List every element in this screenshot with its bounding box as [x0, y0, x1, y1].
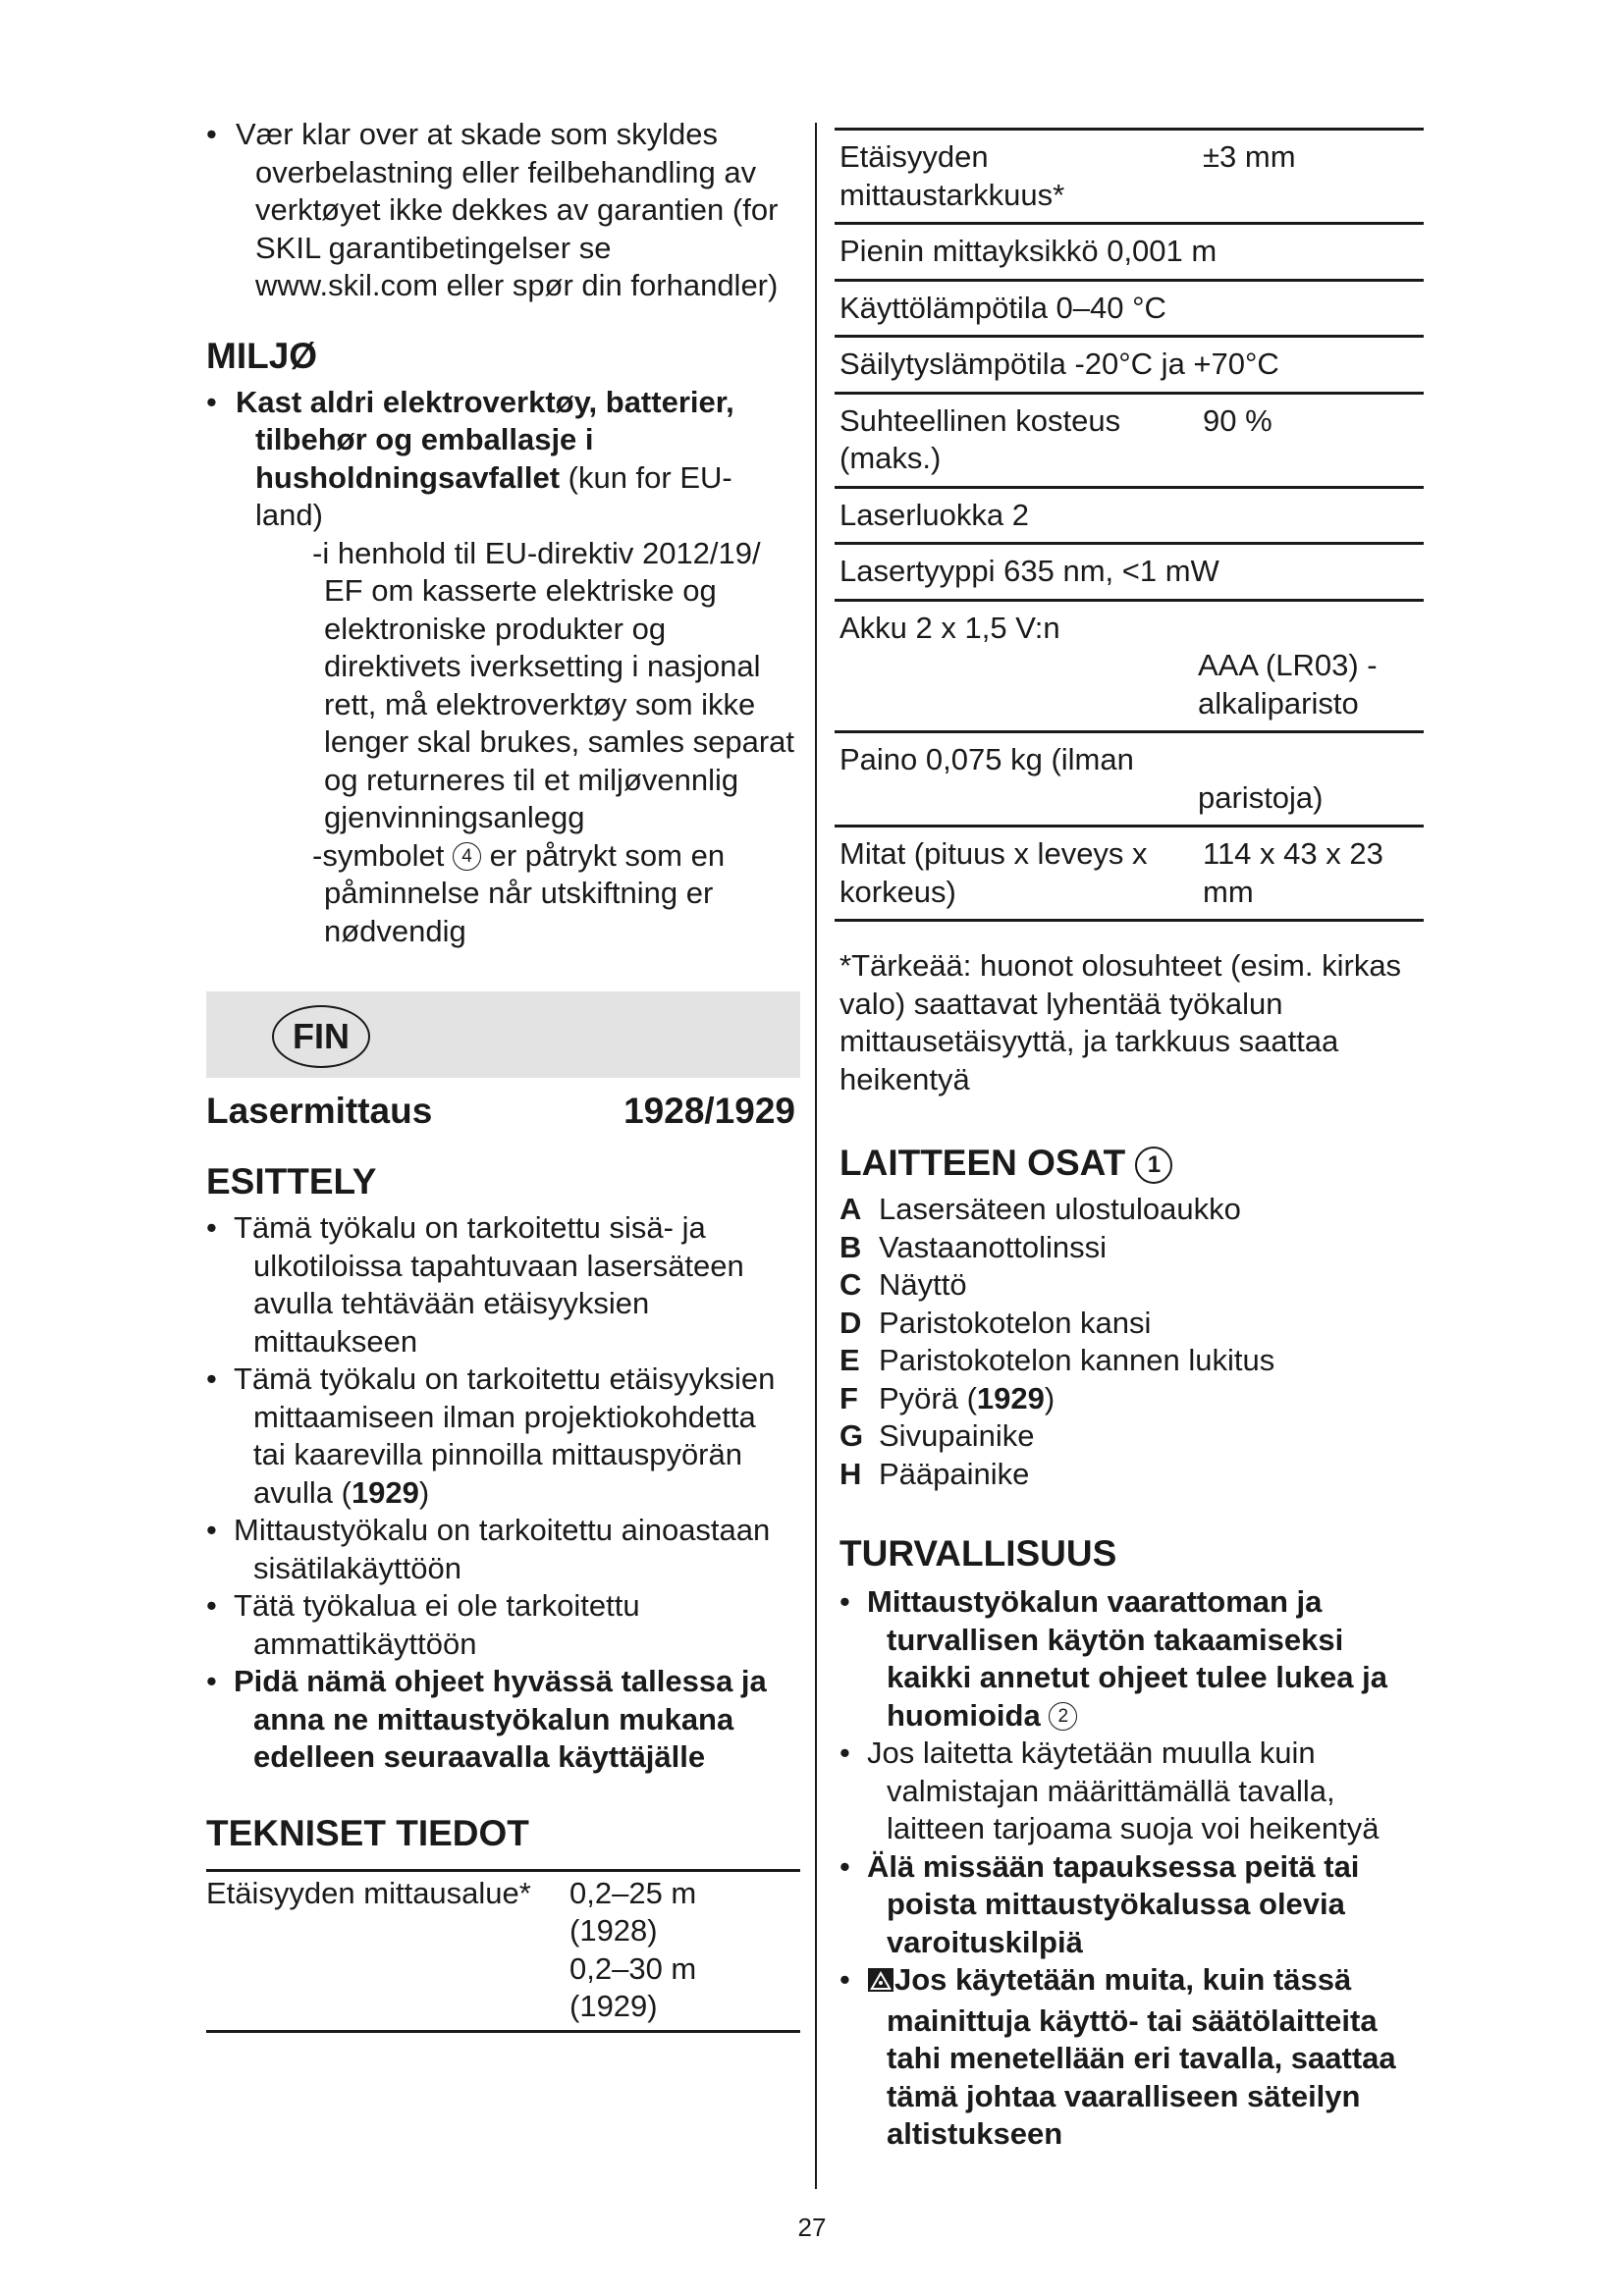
- section-heading-turvallisuus: TURVALLISUUS: [839, 1533, 1117, 1574]
- spec-label: Akku 2 x 1,5 V:n: [839, 610, 1060, 645]
- table-row: [835, 733, 1424, 828]
- bullet-bold-text: Jos käytetään muita, kuin tässä mainittuja käyttö- tai säätölaitteita tahi menetellään eri tavalla, saattaa tämä johtaa vaaralliseen säteilyn altistukseen: [887, 1962, 1396, 2151]
- language-band: [206, 991, 800, 1078]
- sub-item: [255, 837, 795, 951]
- spec-label: Paino 0,075 kg (ilman: [839, 742, 1134, 776]
- spec-value: ±3 mm: [1203, 139, 1296, 174]
- part-text: Paristokotelon kannen lukitus: [879, 1343, 1275, 1377]
- part-text-end: ): [1044, 1380, 1056, 1415]
- spec-value: 0,2–30 m: [569, 1950, 697, 1986]
- list-item: [206, 116, 795, 305]
- table-row: [835, 545, 1424, 602]
- bullet-bold-text: Pidä nämä ohjeet hyvässä tallessa ja anna ne mittaustyökalun mukana edelleen seuraavalla käyttäjälle: [234, 1664, 767, 1774]
- table-row: [206, 1950, 800, 1989]
- product-title-row: [206, 1090, 795, 1133]
- spec-value: paristoja): [1198, 779, 1324, 815]
- list-item: [839, 1961, 1424, 2154]
- part-text-start: Pyörä (: [879, 1380, 977, 1415]
- part-letter: E: [839, 1343, 860, 1377]
- part-text: [879, 1380, 1055, 1418]
- product-model: 1928/1929: [623, 1091, 795, 1131]
- left-column: [206, 116, 795, 2033]
- table-row: [835, 489, 1424, 546]
- note: *Tärkeää: huonot olosuhteet (esim. kirkas valo) saattavat lyhentää työkalun mittausetäisyyttä, ja tarkkuus saattaa heikentyä: [839, 948, 1402, 1096]
- bullet-text: Tätä työkalua ei ole tarkoitettu ammattikäyttöön: [234, 1588, 640, 1661]
- spec-value: 114 x 43 x 23 mm: [1203, 836, 1383, 909]
- section-heading-osat: [835, 1142, 1424, 1185]
- list-item: [839, 1229, 1424, 1267]
- bullet-bold-text: Älä missään tapauksessa peitä tai poista mittaustyökalussa olevia varoituskilpiä: [867, 1848, 1360, 1959]
- right-column: [835, 128, 1424, 2154]
- list-item: [839, 1848, 1424, 1962]
- list-item: [839, 1417, 1424, 1456]
- part-letter: G: [839, 1418, 864, 1453]
- list-item: [839, 1191, 1424, 1229]
- bullet-text: Tämä työkalu on tarkoitettu etäisyyksien mittaamiseen ilman projektiokohdetta tai kaarevilla pinnoilla mittauspyörän avulla (: [234, 1362, 776, 1510]
- table-row: [206, 1988, 800, 2031]
- spec-label: Käyttölämpötila 0–40 °C: [839, 290, 1166, 325]
- table-row: [835, 828, 1424, 919]
- bullet-bold-text: Mittaustyökalun vaarattoman ja turvallisen käytön takaamiseksi kaikki annetut ohjeet tulee lukea ja huomioida: [867, 1584, 1387, 1733]
- part-letter: F: [839, 1380, 858, 1415]
- spec-table: [206, 1869, 800, 2033]
- list-item: [839, 1456, 1424, 1494]
- parts-list: [835, 1191, 1424, 1493]
- part-text: Paristokotelon kansi: [879, 1305, 1152, 1340]
- sub-item-text: er påtrykt som en påminnelse når utskiftning er nødvendig: [324, 837, 726, 948]
- laser-warning-icon: [867, 1964, 894, 2002]
- spec-value: 90 %: [1203, 402, 1272, 438]
- spec-table: [835, 128, 1424, 922]
- bullet-text: (kun for EU-land): [255, 459, 732, 532]
- list-item: [839, 1342, 1424, 1380]
- spec-value: 0,2–25 m: [569, 1870, 800, 1912]
- page-number: 27: [797, 2213, 827, 2242]
- reference-number: 2: [1049, 1702, 1077, 1731]
- spec-label: Etäisyyden mittausalue*: [206, 1870, 569, 1912]
- bullet-text: ): [418, 1474, 430, 1510]
- bullet-text: Jos laitetta käytetään muulla kuin valmistajan määrittämällä tavalla, laitteen tarjoama suoja voi heikentyä: [867, 1735, 1380, 1845]
- section-heading-tekniset: TEKNISET TIEDOT: [206, 1812, 529, 1853]
- table-row: [835, 395, 1424, 489]
- list-item: [206, 1361, 795, 1512]
- part-text-bold: 1929: [976, 1380, 1045, 1415]
- spec-value: (1928): [569, 1913, 658, 1948]
- bullet-bold-text: Kast aldri elektroverktøy, batterier, tilbehør og emballasje i husholdningsavfallet: [236, 384, 734, 495]
- spec-value: (1929): [569, 1988, 800, 2031]
- part-letter: B: [839, 1229, 862, 1264]
- bullet-text: Mittaustyökalu on tarkoitettu ainoastaan sisätilakäyttöön: [234, 1513, 771, 1585]
- list-item: [839, 1735, 1424, 1848]
- part-text: Sivupainike: [879, 1418, 1035, 1453]
- list-item: [839, 1380, 1424, 1418]
- list-item: [206, 1512, 795, 1587]
- table-row: [835, 131, 1424, 225]
- list-item: [839, 1266, 1424, 1305]
- miljo-list: [206, 384, 795, 951]
- part-text: Pääpainike: [879, 1456, 1030, 1491]
- part-text: Vastaanottolinssi: [879, 1229, 1108, 1264]
- list-item: [839, 1583, 1424, 1735]
- part-text: Lasersäteen ulostuloaukko: [879, 1192, 1241, 1226]
- turvallisuus-list: [835, 1583, 1424, 2154]
- column-divider: [815, 123, 817, 2189]
- section-heading-esittely: ESITTELY: [206, 1161, 377, 1201]
- part-letter: D: [839, 1305, 862, 1340]
- part-letter: H: [839, 1456, 862, 1491]
- part-letter: A: [839, 1192, 862, 1226]
- heading-text: LAITTEEN OSAT: [839, 1143, 1126, 1183]
- bullet-bold-text: 1929: [351, 1474, 419, 1510]
- table-row: [835, 282, 1424, 339]
- reference-number: 1: [1135, 1147, 1172, 1184]
- list-item: [206, 1663, 795, 1777]
- section-heading-miljo: MILJØ: [206, 335, 318, 376]
- table-row: [206, 1912, 800, 1950]
- table-row: [835, 225, 1424, 282]
- list-item: [206, 1587, 795, 1663]
- bullet-text: Tämä työkalu on tarkoitettu sisä- ja ulkotiloissa tapahtuvaan lasersäteen avulla tehtävään etäisyyksien mittaukseen: [234, 1210, 744, 1359]
- table-row: [835, 338, 1424, 395]
- spec-value: AAA (LR03) -alkaliparisto: [1198, 648, 1378, 721]
- spec-label: Suhteellinen kosteus (maks.): [839, 402, 1121, 475]
- table-row: [835, 602, 1424, 734]
- list-item: [839, 1305, 1424, 1343]
- reference-number: 4: [453, 842, 481, 871]
- intro-list: [206, 116, 795, 305]
- spec-label: Säilytyslämpötila -20°C ja +70°C: [839, 347, 1279, 381]
- spec-label: Pienin mittayksikkö 0,001 m: [839, 234, 1218, 268]
- spec-label: Laserluokka 2: [839, 497, 1030, 532]
- sub-item-text: -symbolet: [312, 837, 453, 873]
- spec-label: Mitat (pituus x leveys x korkeus): [839, 836, 1148, 909]
- list-item: [206, 1209, 795, 1361]
- list-item: [206, 384, 795, 951]
- product-title: Lasermittaus: [206, 1091, 433, 1131]
- spec-label: Lasertyyppi 635 nm, <1 mW: [839, 554, 1219, 588]
- part-letter: C: [839, 1267, 862, 1302]
- part-text: Näyttö: [879, 1267, 967, 1302]
- spec-label: Etäisyyden mittaustarkkuus*: [839, 139, 1065, 212]
- language-badge: FIN: [272, 1005, 370, 1068]
- table-row: [206, 1870, 800, 1912]
- bullet-text: Vær klar over at skade som skyldes overbelastning eller feilbehandling av verktøyet ikke dekkes av garantien (for SKIL garantibetingelser se www.skil.com eller spør din forhandler): [236, 117, 779, 302]
- sub-item: -i henhold til EU-direktiv 2012/19/ EF om kasserte elektriske og elektroniske produkter og direktivets iverksetting i nasjonal rett, må elektroverktøy som ikke lenger skal brukes, samles separat og returneres til et miljøvennlig gjenvinningsanlegg: [312, 535, 795, 834]
- esittely-list: [206, 1209, 795, 1777]
